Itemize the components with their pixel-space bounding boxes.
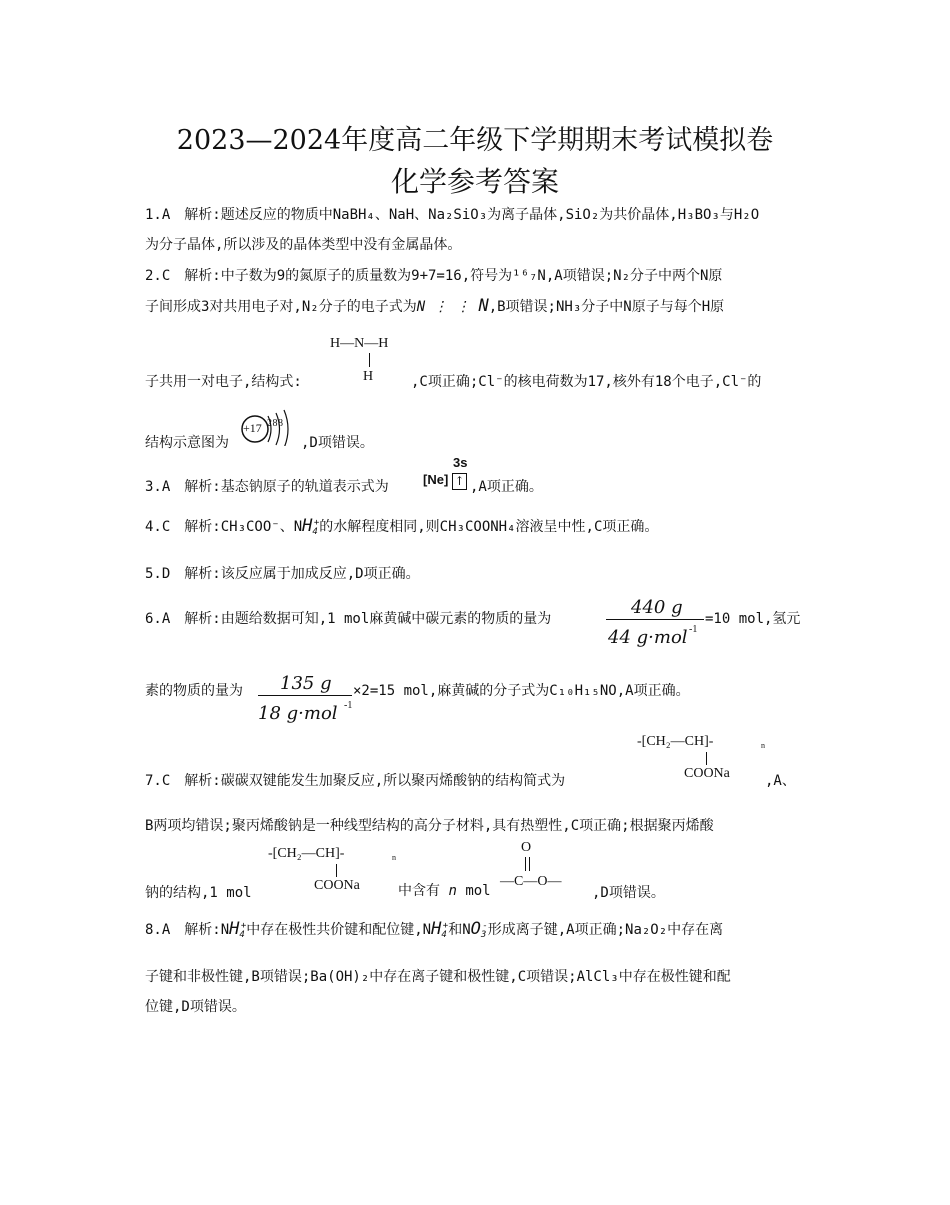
polymer-top: -[CH₂—CH]- <box>637 734 714 749</box>
q4-ion <box>302 516 319 536</box>
q8-nitrate-o: O <box>470 919 481 939</box>
q2-line-2a: 子间形成3对共用电子对,N₂分子的电子式为 <box>145 299 417 315</box>
cl-nucleus: +17 <box>243 421 262 435</box>
q8-a: 8.A 解析:N <box>145 922 230 938</box>
q8-ion-1-h: H <box>229 919 240 939</box>
q3-line-a: 3.A 解析:基态钠原子的轨道表示式为 <box>145 479 389 495</box>
q7-line-g: ,D项错误。 <box>592 885 665 901</box>
polymer-bottom: COONa <box>684 766 730 781</box>
fraction-hydrogen-den: 18 g·mol <box>258 703 338 724</box>
fraction-hydrogen-bar <box>258 695 352 696</box>
nh3-structure-top: H—N—H <box>330 336 389 351</box>
ester-double-bond-2 <box>529 857 530 871</box>
q8-ion-1 <box>229 919 246 939</box>
q2-line-3b: ,C项正确;Cl⁻的核电荷数为17,核外有18个电子,Cl⁻的 <box>411 374 762 390</box>
q8-nitrate <box>471 919 488 939</box>
polymer-n: n <box>761 741 765 750</box>
orbital-3s-label: 3s <box>453 455 468 470</box>
ne-core: [Ne] <box>423 472 449 487</box>
fraction-carbon <box>606 597 706 657</box>
q4-ion-h: H <box>302 516 313 536</box>
polymer2-n: n <box>392 853 396 862</box>
cl-ion-diagram <box>240 406 300 446</box>
q7-line-d: 钠的结构,1 mol <box>145 885 252 901</box>
q2-line-2 <box>145 296 724 316</box>
fraction-hydrogen-num: 135 g <box>280 673 332 694</box>
q8-line-2: 子键和非极性键,B项错误;Ba(OH)₂中存在离子键和极性键,C项错误;AlCl₃中存在极性键和配 <box>145 969 731 985</box>
q5-line: 5.D 解析:该反应属于加成反应,D项正确。 <box>145 566 420 582</box>
q2-line-3a: 子共用一对电子,结构式: <box>145 374 302 390</box>
ester-group: —C—O— <box>500 874 562 889</box>
q7-line-c: B两项均错误;聚丙烯酸钠是一种线型结构的高分子材料,具有热塑性,C项正确;根据聚丙烯酸 <box>145 818 714 834</box>
q2-line-4a: 结构示意图为 <box>145 435 229 451</box>
q4-ion-sup: + <box>313 518 320 528</box>
q6-line-c: 素的物质的量为 <box>145 683 243 699</box>
q8-c: 和N <box>448 922 471 938</box>
q7-line-b: ,A、 <box>765 773 796 789</box>
fraction-carbon-num: 440 g <box>631 597 683 618</box>
q8-d: 形成离子键,A项正确;Na₂O₂中存在离 <box>487 922 724 938</box>
q8-line-1 <box>145 919 723 940</box>
q6-line-a: 6.A 解析:由题给数据可知,1 mol麻黄碱中碳元素的物质的量为 <box>145 611 552 627</box>
page-subtitle: 化学参考答案 <box>390 165 559 198</box>
q6-line-d: ×2=15 mol,麻黄碱的分子式为C₁₀H₁₅NO,A项正确。 <box>353 683 690 699</box>
polymer2-bottom: COONa <box>314 878 360 893</box>
q7-e: 中含有 <box>398 883 440 899</box>
q8-line-3: 位键,D项错误。 <box>145 999 246 1015</box>
polymer2-top: -[CH₂—CH]- <box>268 846 345 861</box>
fraction-hydrogen <box>258 673 353 728</box>
page-title: 2023—2024年度高二年级下学期期末考试模拟卷 <box>176 125 774 156</box>
n2-atom-1: N <box>416 299 426 315</box>
fraction-carbon-exp: -1 <box>689 624 698 635</box>
q4-ion-sub: 4 <box>312 527 318 537</box>
q8-ion-1-sub: 4 <box>239 930 245 940</box>
q2-line-2b: ,B项错误;NH₃分子中N原子与每个H原 <box>488 299 725 315</box>
q7-mol: mol <box>465 883 491 899</box>
q8-ion-2-sub: 4 <box>441 930 447 940</box>
q7-line-a: 7.C 解析:碳碳双键能发生加聚反应,所以聚丙烯酸钠的结构简式为 <box>145 773 566 789</box>
q4-b: 的水解程度相同,则CH₃COONH₄溶液呈中性,C项正确。 <box>319 519 659 535</box>
q6-line-b: =10 mol,氢元 <box>705 611 801 627</box>
ester-double-bond-1 <box>525 857 526 871</box>
fraction-hydrogen-exp: -1 <box>344 700 353 711</box>
q8-ion-1-sup: + <box>240 921 247 931</box>
q1-line-2: 为分子晶体,所以涉及的晶体类型中没有金属晶体。 <box>145 237 462 253</box>
n2-atom-2: N <box>478 296 489 316</box>
q8-ion-2-h: H <box>431 919 442 939</box>
ester-oxygen: O <box>521 840 532 855</box>
polymer2-bond <box>336 864 337 877</box>
q8-b: 中存在极性共价键和配位键,N <box>246 922 432 938</box>
q7-line-e <box>398 880 491 900</box>
orbital-3s-box: ↑ <box>452 473 467 490</box>
fraction-carbon-den: 44 g·mol <box>608 627 688 648</box>
q4-a: 4.C 解析:CH₃COO⁻、N <box>145 519 303 535</box>
cl-shells: 2 8 8 <box>267 418 282 429</box>
nh3-structure-bottom: H <box>363 369 374 384</box>
n2-dot-formula: N ⋮ ⋮ N <box>416 296 489 316</box>
q8-ion-2 <box>431 919 448 939</box>
q3-line-b: ,A项正确。 <box>470 479 543 495</box>
q8-ion-2-sup: + <box>442 921 449 931</box>
q2-line-4b: ,D项错误。 <box>301 435 374 451</box>
nh3-bond <box>369 353 370 367</box>
q1-line-1: 1.A 解析:题述反应的物质中NaBH₄、NaH、Na₂SiO₃为离子晶体,SiO₂为共价晶体,H₃BO₃与H₂O <box>145 207 760 223</box>
q8-nitrate-sub: 3 <box>480 930 487 940</box>
q2-line-1: 2.C 解析:中子数为9的氮原子的质量数为9+7=16,符号为¹⁶₇N,A项错误;N₂分子中两个N原 <box>145 268 723 284</box>
q7-n: n <box>448 883 457 899</box>
q8-nitrate-sup: - <box>482 921 488 931</box>
q4-line <box>145 516 658 537</box>
polymer-bond <box>706 752 707 765</box>
fraction-carbon-bar <box>606 619 704 620</box>
